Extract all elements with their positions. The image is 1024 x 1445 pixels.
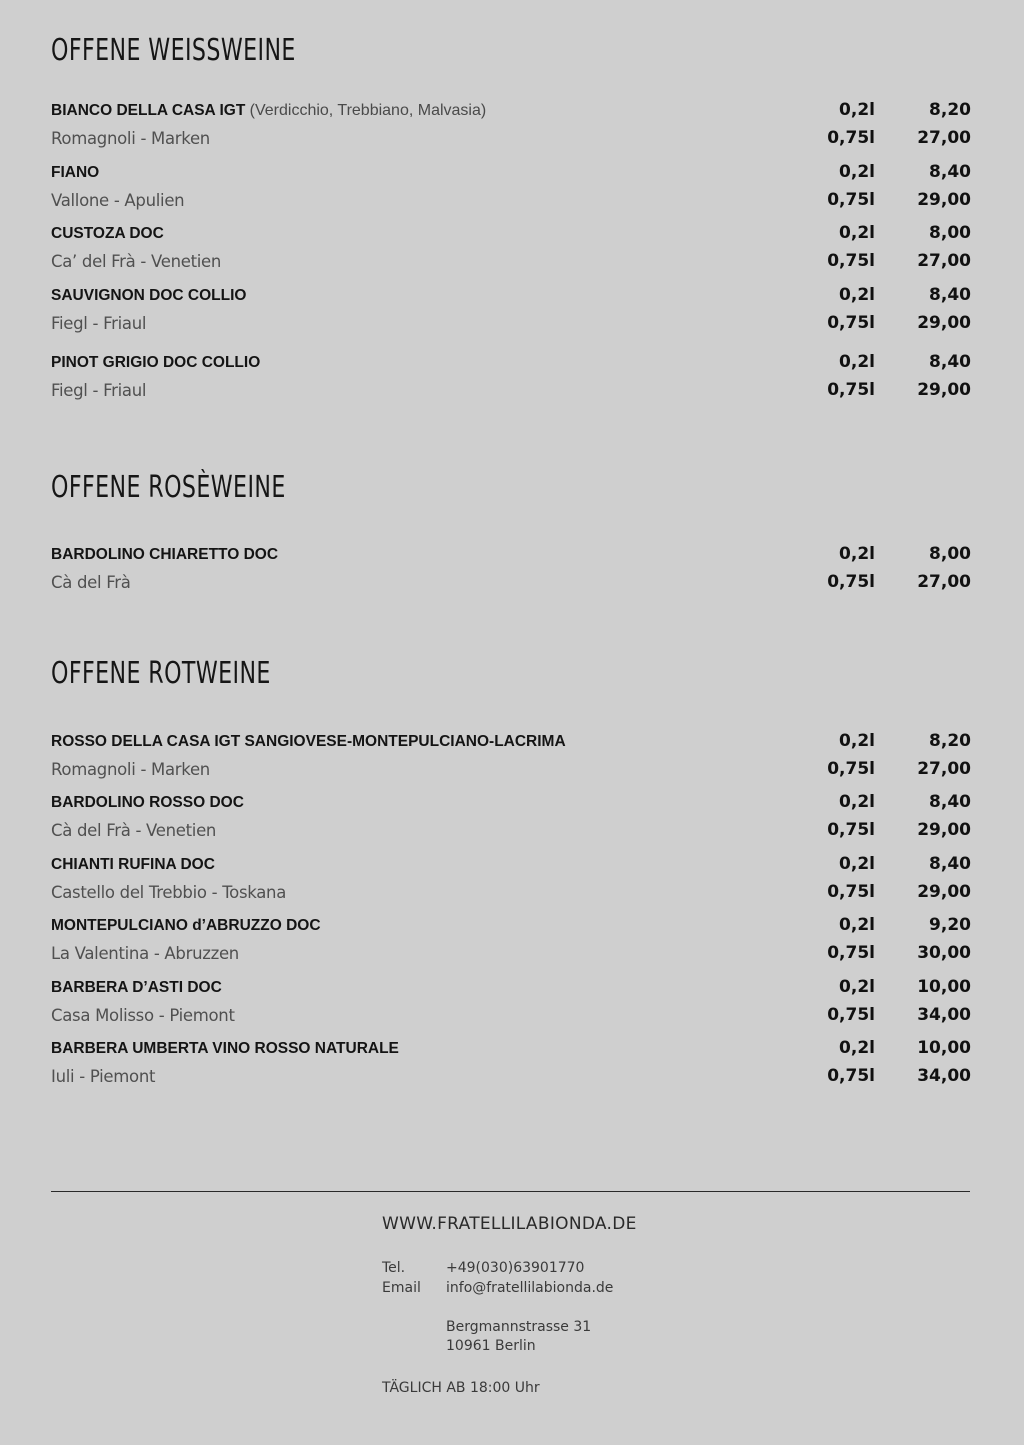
wine-item <box>51 100 971 158</box>
wine-item <box>51 544 971 602</box>
email-label: Email <box>382 1280 421 1296</box>
wine-item <box>51 731 971 789</box>
footer-divider <box>51 1191 970 1192</box>
volume-glass: 0,2l <box>839 977 875 997</box>
wine-producer: Cà del Frà <box>51 573 131 592</box>
price-bottle: 27,00 <box>917 251 971 271</box>
tel-label: Tel. <box>382 1260 406 1276</box>
price-bottle: 27,00 <box>917 128 971 148</box>
wine-item <box>51 792 971 850</box>
volume-glass: 0,2l <box>839 854 875 874</box>
wine-name: FIANO <box>51 164 100 181</box>
volume-glass: 0,2l <box>839 544 875 564</box>
wine-name: SAUVIGNON DOC COLLIO <box>51 287 247 304</box>
volume-glass: 0,2l <box>839 162 875 182</box>
section-title-rose-wines: OFFENE ROSÈWEINE <box>51 470 286 505</box>
volume-glass: 0,2l <box>839 731 875 751</box>
price-glass: 8,40 <box>929 854 971 874</box>
wine-item <box>51 162 971 220</box>
phone-number[interactable]: +49(030)63901770 <box>446 1260 585 1276</box>
wine-item <box>51 223 971 281</box>
volume-bottle: 0,75l <box>827 943 875 963</box>
address-street: Bergmannstrasse 31 <box>446 1319 592 1335</box>
price-bottle: 30,00 <box>917 943 971 963</box>
price-bottle: 27,00 <box>917 759 971 779</box>
price-glass: 8,40 <box>929 792 971 812</box>
wine-producer: Fiegl - Friaul <box>51 381 147 400</box>
price-glass: 8,40 <box>929 285 971 305</box>
price-bottle: 34,00 <box>917 1005 971 1025</box>
wine-producer: Romagnoli - Marken <box>51 129 210 148</box>
wine-producer: Castello del Trebbio - Toskana <box>51 883 287 902</box>
wine-producer: Ca’ del Frà - Venetien <box>51 252 222 271</box>
volume-bottle: 0,75l <box>827 1005 875 1025</box>
email-address[interactable]: info@fratellilabionda.de <box>446 1280 614 1296</box>
price-glass: 8,20 <box>929 731 971 751</box>
price-glass: 8,40 <box>929 352 971 372</box>
section-title-red-wines: OFFENE ROTWEINE <box>51 656 271 691</box>
wine-name: MONTEPULCIANO d’ABRUZZO DOC <box>51 917 321 934</box>
price-glass: 8,00 <box>929 223 971 243</box>
wine-name: PINOT GRIGIO DOC COLLIO <box>51 354 261 371</box>
price-bottle: 29,00 <box>917 313 971 333</box>
volume-glass: 0,2l <box>839 1038 875 1058</box>
wine-item <box>51 352 971 410</box>
volume-bottle: 0,75l <box>827 759 875 779</box>
volume-glass: 0,2l <box>839 100 875 120</box>
wine-grapes: (Verdicchio, Trebbiano, Malvasia) <box>249 102 487 119</box>
price-glass: 8,40 <box>929 162 971 182</box>
wine-name: BARDOLINO CHIARETTO DOC <box>51 546 279 563</box>
wine-name: ROSSO DELLA CASA IGT SANGIOVESE-MONTEPULCIANO-LACRIMA <box>51 733 566 750</box>
volume-bottle: 0,75l <box>827 251 875 271</box>
wine-name: BARDOLINO ROSSO DOC <box>51 794 244 811</box>
price-bottle: 29,00 <box>917 820 971 840</box>
price-bottle: 27,00 <box>917 572 971 592</box>
volume-glass: 0,2l <box>839 352 875 372</box>
wine-name: BARBERA D’ASTI DOC <box>51 979 222 996</box>
wine-producer: Iuli - Piemont <box>51 1067 156 1086</box>
wine-producer: La Valentina - Abruzzen <box>51 944 239 963</box>
price-bottle: 29,00 <box>917 190 971 210</box>
website-link[interactable]: WWW.FRATELLILABIONDA.DE <box>382 1214 637 1234</box>
price-glass: 10,00 <box>917 1038 971 1058</box>
volume-glass: 0,2l <box>839 223 875 243</box>
wine-item <box>51 285 971 343</box>
volume-bottle: 0,75l <box>827 820 875 840</box>
wine-producer: Romagnoli - Marken <box>51 760 210 779</box>
price-glass: 8,00 <box>929 544 971 564</box>
volume-bottle: 0,75l <box>827 128 875 148</box>
volume-bottle: 0,75l <box>827 313 875 333</box>
volume-bottle: 0,75l <box>827 882 875 902</box>
volume-bottle: 0,75l <box>827 1066 875 1086</box>
volume-glass: 0,2l <box>839 915 875 935</box>
wine-item <box>51 1038 971 1096</box>
price-bottle: 29,00 <box>917 380 971 400</box>
wine-item <box>51 854 971 912</box>
wine-name: BIANCO DELLA CASA IGT <box>51 102 246 119</box>
volume-glass: 0,2l <box>839 285 875 305</box>
volume-bottle: 0,75l <box>827 190 875 210</box>
address-city: 10961 Berlin <box>446 1338 536 1354</box>
price-glass: 8,20 <box>929 100 971 120</box>
wine-producer: Cà del Frà - Venetien <box>51 821 217 840</box>
price-bottle: 29,00 <box>917 882 971 902</box>
volume-bottle: 0,75l <box>827 380 875 400</box>
wine-item <box>51 977 971 1035</box>
volume-glass: 0,2l <box>839 792 875 812</box>
price-glass: 9,20 <box>929 915 971 935</box>
wine-producer: Vallone - Apulien <box>51 191 185 210</box>
wine-producer: Casa Molisso - Piemont <box>51 1006 235 1025</box>
wine-producer: Fiegl - Friaul <box>51 314 147 333</box>
wine-item <box>51 915 971 973</box>
price-bottle: 34,00 <box>917 1066 971 1086</box>
opening-hours: TÄGLICH AB 18:00 Uhr <box>382 1380 540 1396</box>
volume-bottle: 0,75l <box>827 572 875 592</box>
wine-name: BARBERA UMBERTA VINO ROSSO NATURALE <box>51 1040 399 1057</box>
wine-name: CUSTOZA DOC <box>51 225 164 242</box>
section-title-white-wines: OFFENE WEISSWEINE <box>51 33 296 68</box>
price-glass: 10,00 <box>917 977 971 997</box>
wine-name: CHIANTI RUFINA DOC <box>51 856 215 873</box>
